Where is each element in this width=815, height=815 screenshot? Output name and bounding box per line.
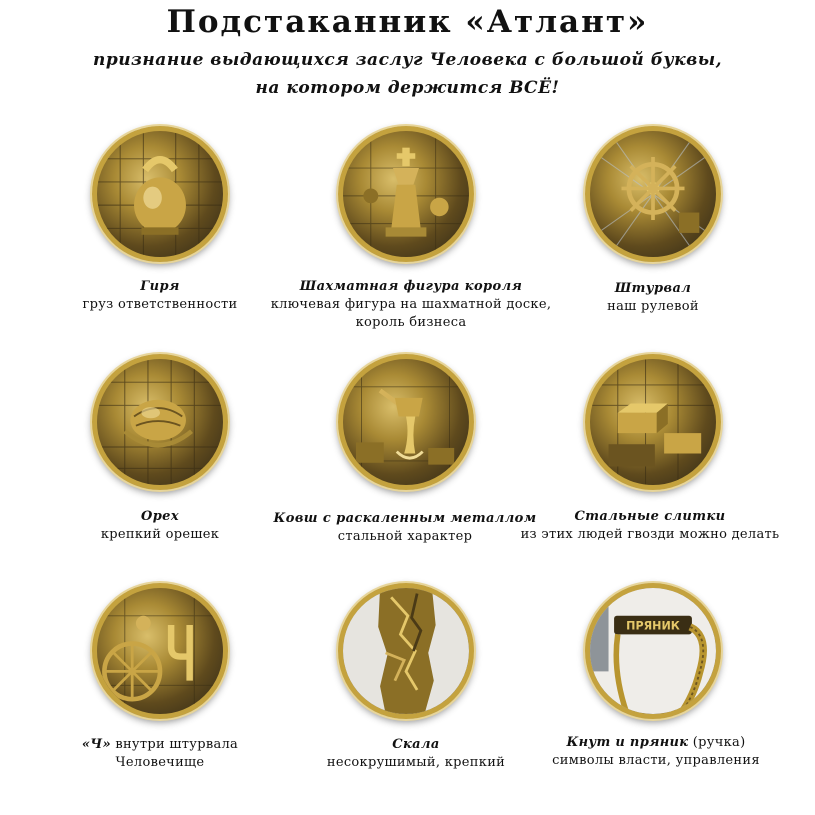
item-desc: ключевая фигура на шахматной доске,: [270, 297, 552, 312]
item-desc: из этих людей гвозди можно делать: [520, 527, 780, 542]
whip-gingerbread-icon: [585, 583, 721, 719]
item-name: Орех: [140, 509, 180, 524]
steel-ingots-icon: [585, 354, 721, 490]
item-desc: Человечище: [115, 755, 205, 770]
item-desc: стальной характер: [337, 529, 473, 544]
caption-whip-gingerbread: [506, 734, 806, 770]
item-name-suffix: (ручка): [688, 735, 746, 750]
item-name: «Ч»: [81, 737, 111, 752]
ch-letter-wheel-icon: [92, 583, 228, 719]
page-title: Подстаканник «Атлант»: [166, 4, 649, 40]
item-name: Гиря: [140, 279, 180, 294]
item-desc: наш рулевой: [607, 299, 699, 314]
caption-steel-ingots: [500, 508, 800, 544]
subtitle-line-1: признание выдающихся заслуг Человека с большой буквы,: [92, 50, 723, 70]
rock-icon: [338, 583, 474, 719]
item-desc: король бизнеса: [355, 315, 467, 330]
chess-king-icon: [338, 126, 474, 262]
item-name: Кнут и пряник: [566, 735, 689, 750]
item-name: Штурвал: [614, 281, 692, 296]
kettlebell-icon: [92, 126, 228, 262]
gingerbread-inscription: ПРЯНИК: [626, 619, 680, 633]
item-desc: символы власти, управления: [552, 753, 760, 768]
item-title-line: [506, 734, 806, 752]
item-desc: несокрушимый, крепкий: [326, 755, 506, 770]
ladle-icon: [338, 354, 474, 490]
caption-helm-wheel: [503, 280, 803, 316]
item-name: Стальные слитки: [574, 509, 726, 524]
item-name: Шахматная фигура короля: [299, 279, 523, 294]
subtitle-line-2: на котором держится ВСЁ!: [255, 78, 560, 98]
item-desc: крепкий орешек: [100, 527, 220, 542]
item-desc: груз ответственности: [82, 297, 238, 312]
caption-ch-letter: [10, 736, 310, 772]
item-name: Ковш с раскаленным металлом: [273, 511, 537, 526]
walnut-icon: [92, 354, 228, 490]
item-title-line: [10, 736, 310, 754]
item-name: Скала: [392, 737, 440, 752]
item-name-suffix: внутри штурвала: [110, 737, 239, 752]
helm-wheel-icon: [585, 126, 721, 262]
